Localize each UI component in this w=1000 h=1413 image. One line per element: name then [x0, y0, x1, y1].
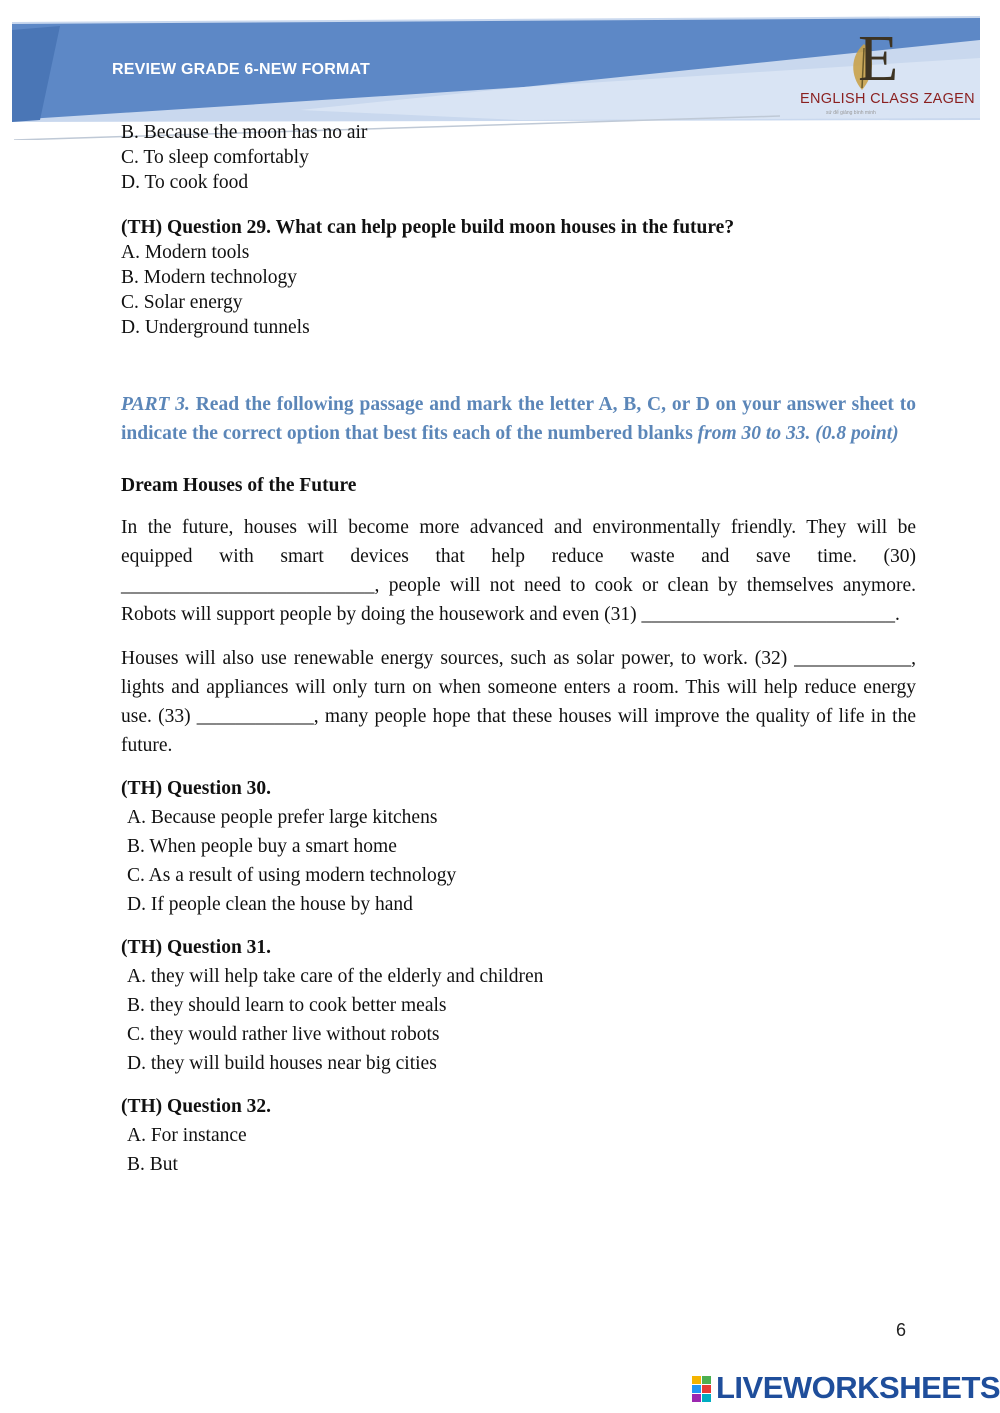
worksheet-content	[121, 120, 916, 1179]
question-31	[121, 933, 916, 1078]
option[interactable]: A. Modern tools	[121, 242, 250, 263]
question-title: (TH) Question 29. What can help people build moon houses in the future?	[121, 217, 735, 238]
liveworksheets-brand: LIVEWORKSHEETS	[716, 1370, 1000, 1405]
option[interactable]: C. Solar energy	[121, 292, 243, 313]
part-instruction: Read the following passage and mark the letter A, B, C, or D on your answer sheet to indicate the correct option that best fits each of the numbered blanks	[121, 394, 916, 444]
passage-paragraph-2: Houses will also use renewable energy sources, such as solar power, to work. (32) ____________, lights and appliances will only turn on when someone enters a room. This will help reduce energy use. (33) ____________, many people hope that these houses will improve the quality of life in the future.	[121, 648, 916, 756]
question-title: (TH) Question 32.	[121, 1096, 272, 1117]
option[interactable]: D. To cook food	[121, 172, 249, 193]
option[interactable]: B. But	[127, 1154, 178, 1175]
question-29	[121, 215, 916, 340]
option[interactable]: A. Because people prefer large kitchens	[127, 807, 438, 828]
page-number: 6	[896, 1320, 907, 1340]
header-title: REVIEW GRADE 6-NEW FORMAT	[112, 61, 371, 78]
liveworksheets-icon	[692, 1376, 712, 1402]
part-label: PART 3.	[121, 394, 190, 415]
option[interactable]: C. As a result of using modern technology	[127, 865, 457, 886]
passage-paragraph-1: In the future, houses will become more advanced and environmentally friendly. They will be equipped with smart devices that help reduce waste and save time. (30) __________________________, people will not need to cook or clean by themselves anymore. Robots will support people by doing the housework and even (31) __________________________.	[121, 517, 916, 625]
english-class-zagen-logo	[796, 22, 975, 118]
question-title: (TH) Question 31.	[121, 937, 272, 958]
page-header	[0, 0, 1000, 140]
logo-letter: E	[858, 22, 899, 95]
question-30	[121, 774, 916, 919]
part-range: from 30 to 33. (0.8 point)	[697, 423, 899, 444]
option[interactable]: B. they should learn to cook better meals	[127, 995, 447, 1016]
option[interactable]: B. When people buy a smart home	[127, 836, 397, 857]
question-title: (TH) Question 30.	[121, 778, 272, 799]
option[interactable]: D. If people clean the house by hand	[127, 894, 413, 915]
part-3-instructions	[121, 390, 916, 448]
option[interactable]: D. Underground tunnels	[121, 317, 310, 338]
logo-subtext: sứ để giảng bình minh	[826, 110, 876, 116]
option[interactable]: A. they will help take care of the elderly and children	[127, 966, 544, 987]
question-28-options	[121, 120, 916, 195]
option[interactable]: A. For instance	[127, 1125, 247, 1146]
option[interactable]: B. Modern technology	[121, 267, 298, 288]
passage-title: Dream Houses of the Future	[121, 475, 357, 496]
option[interactable]: B. Because the moon has no air	[121, 122, 368, 143]
option[interactable]: D. they will build houses near big cities	[127, 1053, 437, 1074]
option[interactable]: C. To sleep comfortably	[121, 147, 309, 168]
logo-text: ENGLISH CLASS ZAGEN	[800, 91, 975, 107]
question-32	[121, 1092, 916, 1179]
option[interactable]: C. they would rather live without robots	[127, 1024, 440, 1045]
